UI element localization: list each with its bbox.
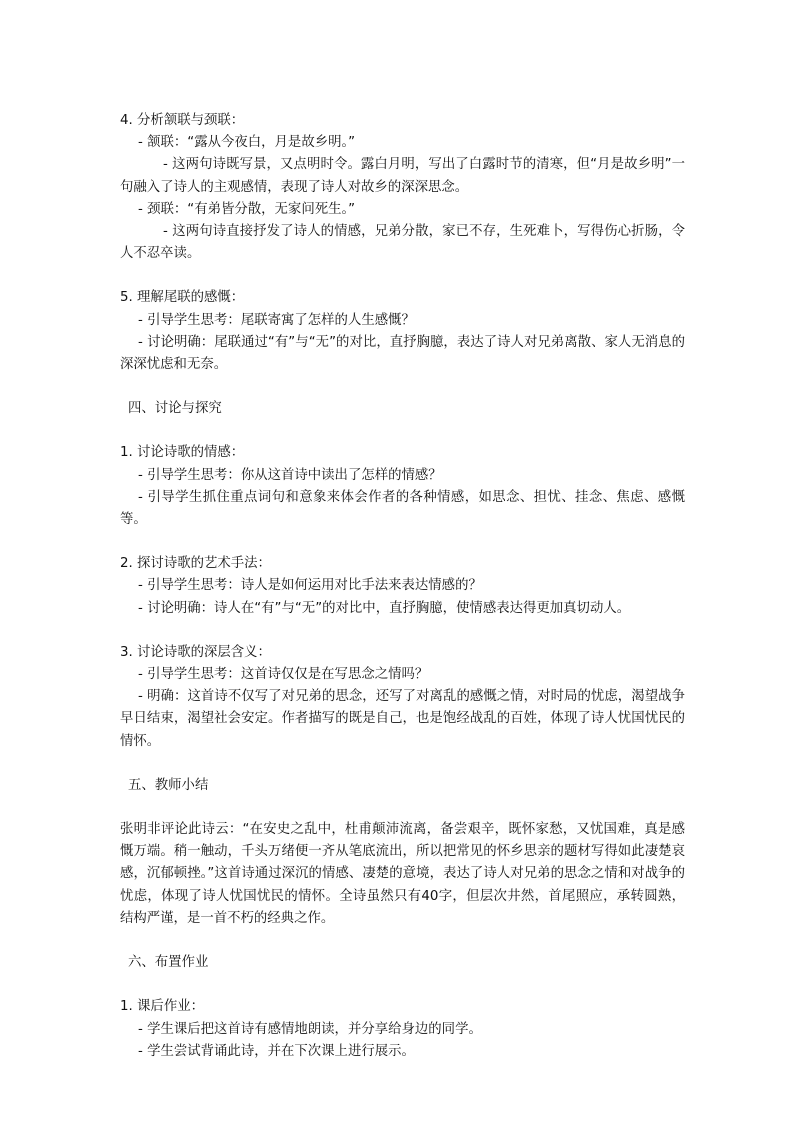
section-4-couplet-b: - 颈联：“有弟皆分散，无家问死生。” [138, 201, 356, 217]
summary-paragraph: 张明非评论此诗云：“在安史之乱中，杜甫颠沛流离，备尝艰辛，既怀家愁，又忧国难，真是感慨万端。稍一触动，千头万绪便一齐从笔底流出，所以把常见的怀乡思亲的题材写得如此凄楚哀感，沉郁顿挫。”这首诗通过深沉的情感、凄楚的意境，表达了诗人对兄弟的思念之情和对战争的忧虑，体现了诗人忧国忧民的情怀。全诗虽然只有40字，但层次井然，首尾照应，承转圆熟，结构严谨，是一首不朽的经典之作。 [120, 822, 685, 926]
homework-item-recite: - 学生尝试背诵此诗，并在下次课上进行展示。 [138, 1043, 415, 1059]
spacer [120, 797, 685, 819]
section-4-couplet-a: - 颔联：“露从今夜白，月是故乡明。” [138, 135, 356, 151]
section-4-title: 4. 分析颔联与颈联： [120, 113, 245, 128]
discussion-3-title: 3. 讨论诗歌的深层含义： [120, 644, 271, 660]
spacer [120, 420, 685, 442]
heading-teacher-summary: 五、教师小结 [128, 777, 209, 793]
spacer [120, 974, 685, 996]
document-page [120, 110, 685, 1063]
heading-homework: 六、布置作业 [128, 955, 209, 971]
spacer [120, 930, 685, 952]
discussion-2-question: - 引导学生思考：诗人是如何运用对比手法来表达情感的？ [138, 578, 482, 594]
discussion-3-question: - 引导学生思考：这首诗仅仅是在写思念之情吗？ [138, 667, 429, 683]
discussion-2-title: 2. 探讨诗歌的艺术手法： [120, 556, 271, 572]
heading-discussion: 四、讨论与探究 [128, 401, 222, 417]
spacer [120, 531, 685, 553]
spacer [120, 265, 685, 287]
section-4-couplet-b-explanation: - 这两句诗直接抒发了诗人的情感，兄弟分散，家已不存，生死难卜，写得伤心折肠，令人不忍卒读。 [120, 224, 685, 262]
discussion-1-question: - 引导学生思考：你从这首诗中读出了怎样的情感？ [138, 467, 442, 483]
discussion-3-answer: - 明确：这首诗不仅写了对兄弟的思念，还写了对离乱的感慨之情，对时局的忧虑，渴望战争早日结束，渴望社会安定。作者描写的既是自己，也是饱经战乱的百姓，体现了诗人忧国忧民的情怀。 [120, 689, 685, 749]
spacer [120, 376, 685, 398]
spacer [120, 753, 685, 775]
homework-item-read: - 学生课后把这首诗有感情地朗读，并分享给身边的同学。 [138, 1021, 482, 1037]
section-5-discussion: - 讨论明确：尾联通过“有”与“无”的对比，直抒胸臆，表达了诗人对兄弟离散、家人无消息的深深忧虑和无奈。 [120, 334, 685, 373]
discussion-1-title: 1. 讨论诗歌的情感： [120, 445, 245, 461]
section-5-question: - 引导学生思考：尾联寄寓了怎样的人生感慨？ [138, 312, 415, 328]
spacer [120, 620, 685, 642]
section-4-couplet-a-explanation: - 这两句诗既写景，又点明时令。露白月明，写出了白露时节的清寒，但“月是故乡明”一句融入了诗人的主观感情，表现了诗人对故乡的深深思念。 [120, 157, 685, 195]
discussion-1-guidance: - 引导学生抓住重点词句和意象来体会作者的各种情感，如思念、担忧、挂念、焦虑、感慨等。 [120, 489, 685, 528]
section-5-title: 5. 理解尾联的感慨： [120, 290, 245, 306]
homework-title: 1. 课后作业： [120, 999, 204, 1015]
discussion-2-answer: - 讨论明确：诗人在“有”与“无”的对比中，直抒胸臆，使情感表达得更加真切动人。 [138, 600, 631, 616]
